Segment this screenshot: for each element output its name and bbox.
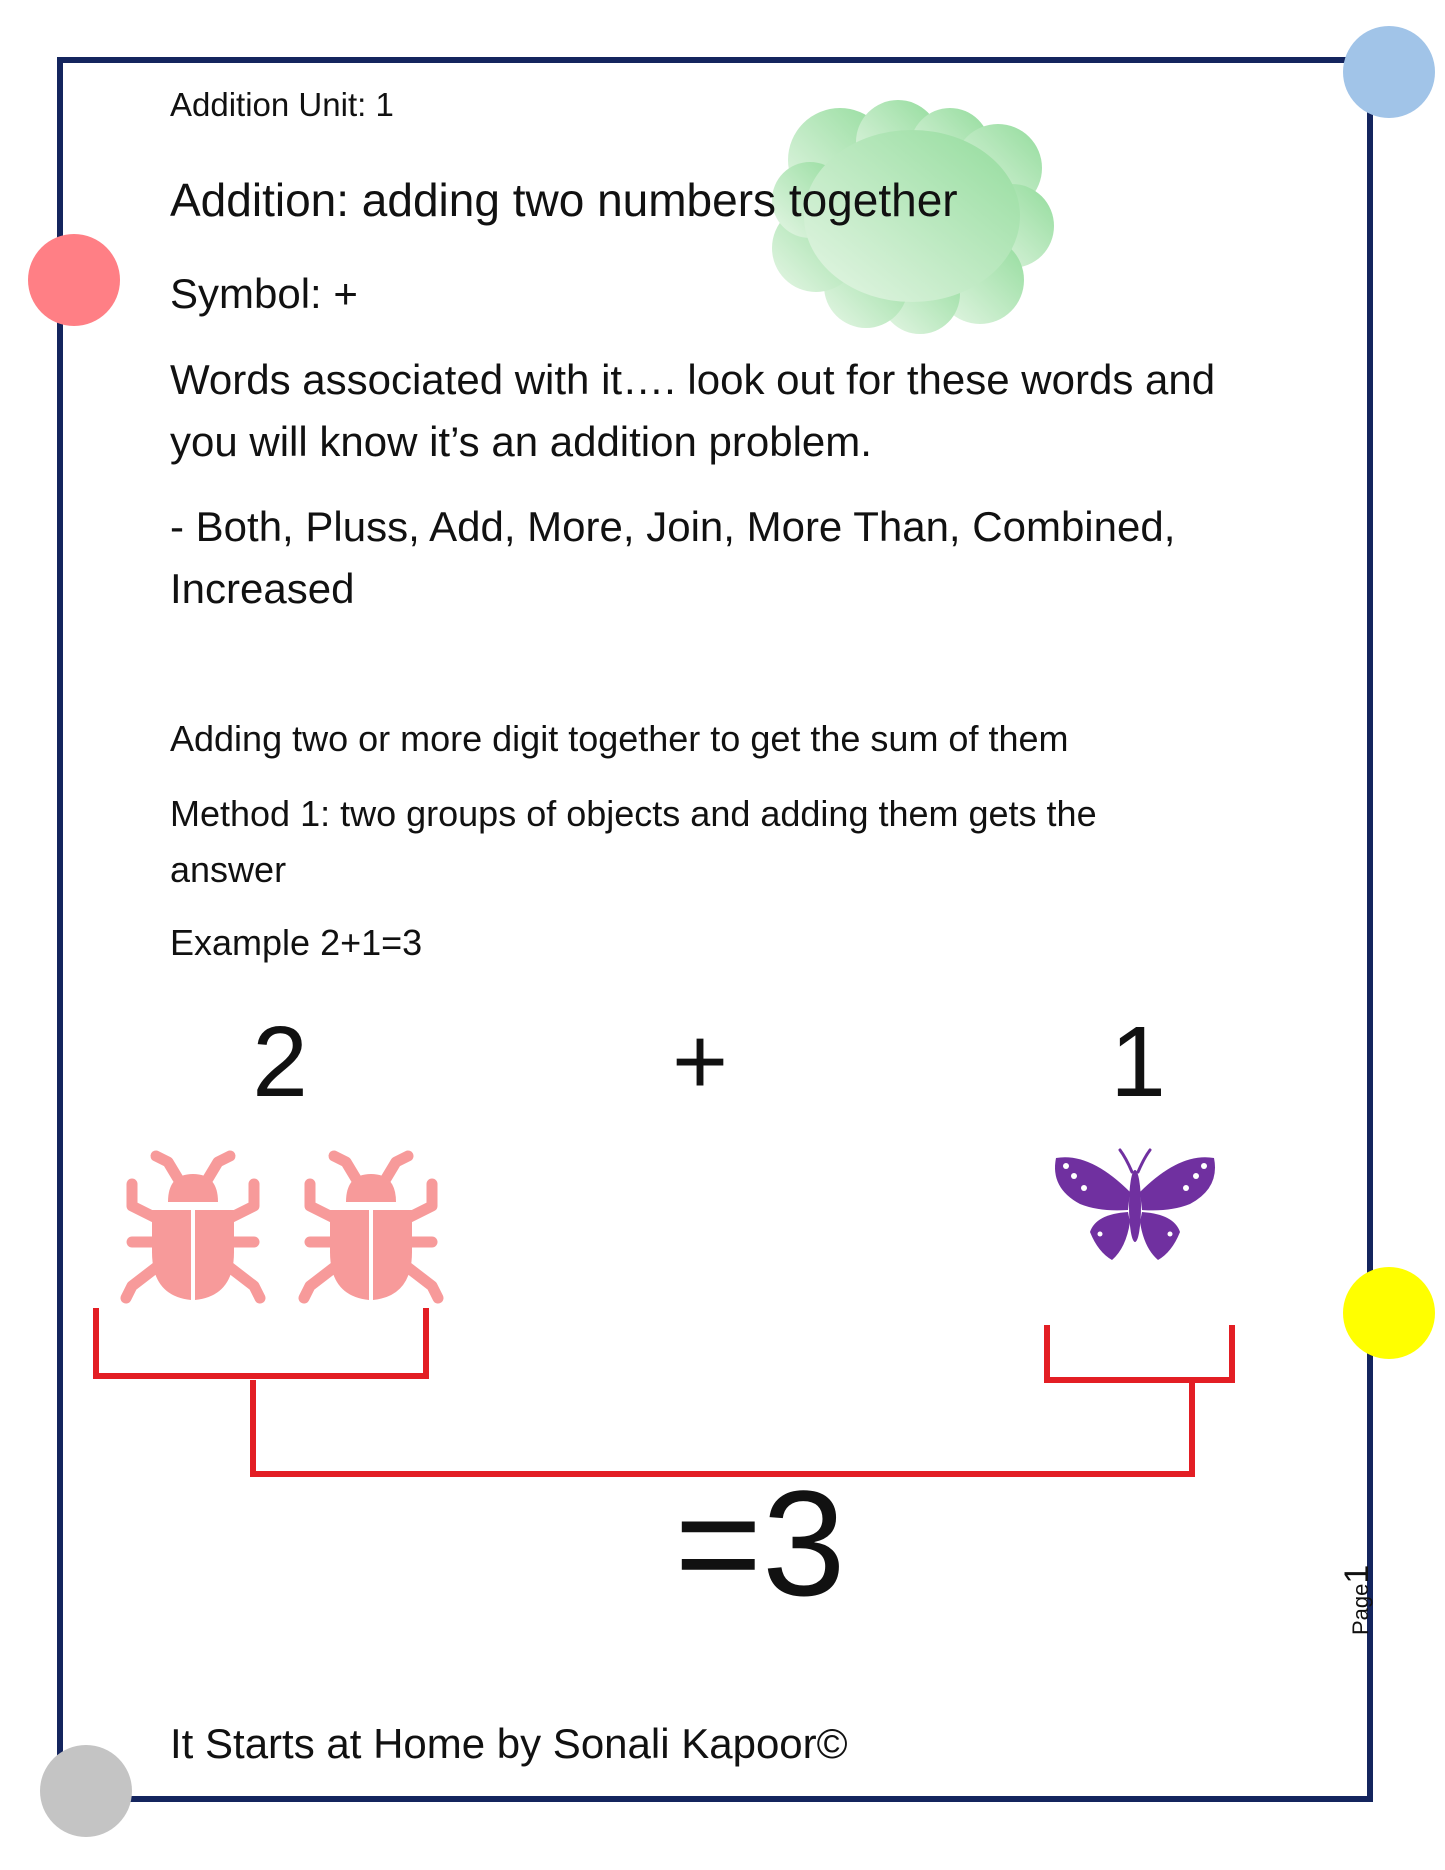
- words-list-line1: - Both, Pluss, Add, More, Join, More Than, Combined,: [170, 503, 1176, 550]
- page-digit: 1: [1338, 1564, 1376, 1584]
- right-number: 1: [1110, 1006, 1166, 1118]
- footer-credit: It Starts at Home by Sonali Kapoor©: [170, 1720, 848, 1767]
- page-number: [1338, 1565, 1377, 1635]
- method-line1: Method 1: two groups of objects and adding them gets the: [170, 793, 1097, 834]
- result-value: =3: [674, 1459, 846, 1627]
- example-line: Example 2+1=3: [170, 922, 423, 963]
- unit-label: Addition Unit: 1: [170, 86, 394, 123]
- plus-operator: +: [671, 1008, 729, 1115]
- symbol-line: Symbol: +: [170, 270, 358, 317]
- page-word: Page: [1348, 1583, 1373, 1635]
- page-title: Addition: adding two numbers together: [170, 174, 958, 226]
- method-line2: answer: [170, 849, 287, 890]
- words-intro-line1: Words associated with it…. look out for these words and: [170, 356, 1216, 403]
- left-group-bracket: [96, 1308, 426, 1376]
- words-list-line2: Increased: [170, 565, 355, 612]
- left-number: 2: [252, 1006, 308, 1118]
- words-intro-line2: you will know it’s an addition problem.: [170, 418, 872, 465]
- right-group-bracket: [1047, 1325, 1232, 1380]
- adding-description: Adding two or more digit together to get the sum of them: [170, 718, 1069, 759]
